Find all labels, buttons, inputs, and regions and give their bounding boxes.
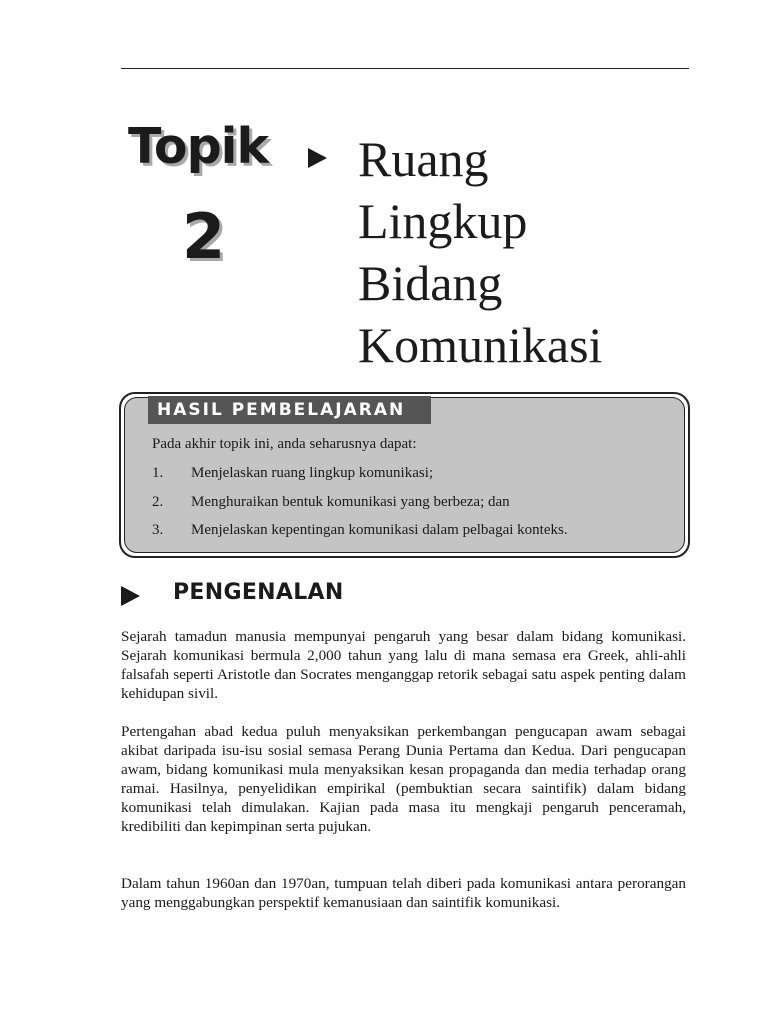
chapter-title <box>358 128 688 376</box>
outcome-text: Menjelaskan kepentingan komunikasi dalam pelbagai konteks. <box>191 522 568 538</box>
chapter-title-line: Ruang <box>358 131 489 187</box>
chapter-title-line: Komunikasi <box>358 317 603 373</box>
learning-outcomes-intro: Pada akhir topik ini, anda seharusnya dapat: <box>152 436 417 452</box>
body-paragraph: Sejarah tamadun manusia mempunyai pengaruh yang besar dalam bidang komunikasi. Sejarah komunikasi bermula 2,000 tahun yang lalu di mana semasa era Greek, ahli-ahli falsafah seperti Aristotle dan Socrates menganggap retorik sebagai satu aspek penting dalam kehidupan sivil. <box>121 628 686 703</box>
outcome-number: 3. <box>152 522 164 538</box>
chapter-title-line: Lingkup <box>358 193 528 249</box>
learning-outcome-item <box>152 465 433 482</box>
section-heading: PENGENALAN <box>173 580 344 605</box>
outcome-text: Menjelaskan ruang lingkup komunikasi; <box>191 465 434 481</box>
outcome-text: Menghuraikan bentuk komunikasi yang berbeza; dan <box>191 494 510 510</box>
body-paragraph: Dalam tahun 1960an dan 1970an, tumpuan telah diberi pada komunikasi antara perorangan yang menggabungkan perspektif kemanusiaan dan saintifik komunikasi. <box>121 875 686 912</box>
learning-outcomes-heading: HASIL PEMBELAJARAN <box>148 396 431 424</box>
learning-outcome-item <box>152 522 568 539</box>
triangle-right-icon <box>121 586 140 606</box>
outcome-number: 1. <box>152 465 164 481</box>
triangle-right-icon <box>308 148 327 168</box>
topik-label: Topik <box>128 118 269 175</box>
learning-outcome-item <box>152 494 510 511</box>
topik-number: 2 <box>182 200 226 273</box>
chapter-title-line: Bidang <box>358 255 503 311</box>
outcome-number: 2. <box>152 494 164 510</box>
body-paragraph: Pertengahan abad kedua puluh menyaksikan perkembangan pengucapan awam sebagai akibat daripada isu-isu sosial semasa Perang Dunia Pertama dan Kedua. Dari pengucapan awam, bidang komunikasi mula menyaksikan kesan propaganda dan media terhadap orang ramai. Hasilnya, penyelidikan empirikal (pembuktian secara saintifik) dalam bidang komunikasi telah dimulakan. Kajian pada masa itu mengkaji pengaruh penceramah, kredibiliti dan kepimpinan serta pujukan. <box>121 723 686 836</box>
top-rule <box>121 68 689 69</box>
